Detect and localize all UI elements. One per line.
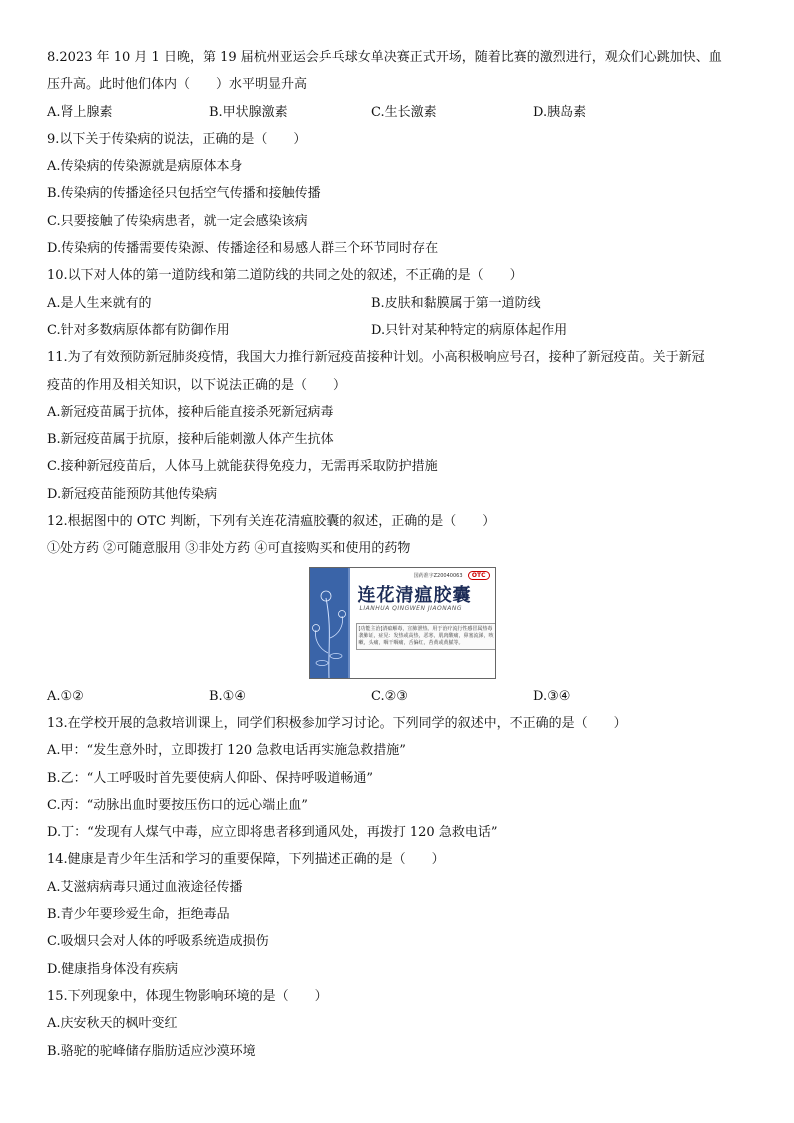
box-label-panel — [348, 568, 495, 678]
question-11-stem-line-2: 疫苗的作用及相关知识，以下说法正确的是（ ） — [47, 377, 347, 393]
option-c: C.接种新冠疫苗后，人体马上就能获得免疫力，无需再采取防护措施 — [47, 459, 438, 475]
option-d: D.传染病的传播需要传染源、传播途径和易感人群三个环节同时存在 — [47, 241, 439, 257]
option-d: D.新冠疫苗能预防其他传染病 — [47, 486, 218, 502]
question-10-options-row-2 — [47, 317, 757, 344]
option-d: D.③④ — [533, 688, 571, 704]
option-b: B.骆驼的驼峰储存脂肪适应沙漠环境 — [47, 1043, 256, 1059]
question-10-options-row-1 — [47, 290, 757, 317]
option-c: C.生长激素 — [371, 104, 437, 120]
medicine-description: [功能主治]清瘟解毒，宣肺泄热。用于治疗流行性感冒属热毒袭肺证，症见：发热或高热，恶寒，肌肉酸痛，鼻塞流涕，咳嗽，头痛，咽干咽痛，舌偏红，苔黄或黄腻等。 — [356, 623, 496, 650]
option-c: C.针对多数病原体都有防御作用 — [47, 322, 230, 338]
question-8-stem-line-2: 压升高。此时他们体内（ ）水平明显升高 — [47, 77, 308, 93]
option-d: D.健康指身体没有疾病 — [47, 961, 179, 977]
option-a: A.传染病的传染源就是病原体本身 — [47, 159, 243, 175]
option-c: C.吸烟只会对人体的呼吸系统造成损伤 — [47, 934, 269, 950]
option-b: B.乙：“人工呼吸时首先要使病人仰卧、保持呼吸道畅通” — [47, 770, 373, 786]
option-a: A.是人生来就有的 — [47, 295, 152, 311]
option-a: A.肾上腺素 — [47, 104, 113, 120]
option-a: A.新冠疫苗属于抗体，接种后能直接杀死新冠病毒 — [47, 404, 334, 420]
question-12-statements: ①处方药 ②可随意服用 ③非处方药 ④可直接购买和使用的药物 — [47, 541, 411, 557]
flower-illustration — [310, 568, 348, 678]
option-a: A.艾滋病病毒只通过血液途径传播 — [47, 879, 243, 895]
medicine-box-figure-wrap — [47, 563, 757, 683]
option-b: B.①④ — [209, 688, 246, 704]
medicine-title: 连花清瘟胶囊 — [357, 584, 472, 606]
option-b: B.青少年要珍爱生命，拒绝毒品 — [47, 907, 230, 923]
question-13-stem: 13.在学校开展的急救培训课上，同学们积极参加学习讨论。下列同学的叙述中，不正确的是（ ） — [47, 715, 627, 731]
option-d: D.胰岛素 — [533, 104, 587, 120]
option-b: B.甲状腺激素 — [209, 104, 288, 120]
question-14-stem: 14.健康是青少年生活和学习的重要保障，下列描述正确的是（ ） — [47, 852, 445, 868]
option-b: B.新冠疫苗属于抗原，接种后能刺激人体产生抗体 — [47, 432, 334, 448]
option-a: A.庆安秋天的枫叶变红 — [47, 1016, 178, 1032]
option-c: C.②③ — [371, 688, 408, 704]
question-12-options — [47, 683, 757, 710]
medicine-pinyin: LIANHUA QINGWEN JIAONANG — [359, 604, 462, 612]
option-b: B.皮肤和黏膜属于第一道防线 — [371, 295, 541, 311]
approval-number: 国药准字Z20040063 — [413, 572, 463, 579]
otc-badge: OTC — [468, 571, 490, 580]
option-b: B.传染病的传播途径只包括空气传播和接触传播 — [47, 186, 321, 202]
question-8-options — [47, 99, 757, 126]
question-12-stem: 12.根据图中的 OTC 判断，下列有关连花清瘟胶囊的叙述，正确的是（ ） — [47, 514, 496, 530]
option-d: D.只针对某种特定的病原体起作用 — [371, 322, 568, 338]
question-10-stem: 10.以下对人体的第一道防线和第二道防线的共同之处的叙述，不正确的是（ ） — [47, 268, 523, 284]
option-d: D.丁：“发现有人煤气中毒，应立即将患者移到通风处，再拨打 120 急救电话” — [47, 825, 498, 841]
option-a: A.甲：“发生意外时，立即拨打 120 急救电话再实施急救措施” — [47, 743, 406, 759]
question-9-stem: 9.以下关于传染病的说法，正确的是（ ） — [47, 131, 307, 147]
question-11-stem-line-1: 11.为了有效预防新冠肺炎疫情，我国大力推行新冠疫苗接种计划。小高积极响应号召，接种了新冠疫苗。关于新冠 — [47, 350, 705, 366]
option-c: C.丙：“动脉出血时要按压伤口的远心端止血” — [47, 797, 308, 813]
option-c: C.只要接触了传染病患者，就一定会感染该病 — [47, 213, 308, 229]
question-15-stem: 15.下列现象中，体现生物影响环境的是（ ） — [47, 988, 328, 1004]
exam-page — [47, 44, 757, 1065]
medicine-box-image — [309, 567, 496, 679]
question-8-stem-line-1: 8.2023 年 10 月 1 日晚，第 19 届杭州亚运会乒乓球女单决赛正式开场，随着比赛的激烈进行，观众们心跳加快、血 — [47, 50, 722, 65]
option-a: A.①② — [47, 688, 84, 704]
